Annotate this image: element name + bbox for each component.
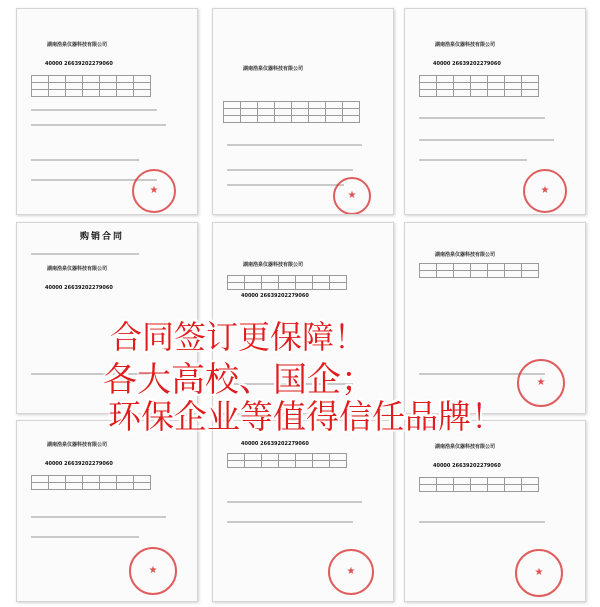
company-name: 湖南浩泉仪器科技有限公司 [243,262,304,268]
phone-number: 40000 26639202279060 [433,463,501,469]
company-name: 湖南浩泉仪器科技有限公司 [243,66,304,72]
company-name: 湖南浩泉仪器科技有限公司 [435,252,496,258]
contract-document [404,420,586,602]
red-seal-stamp [515,549,563,597]
contract-document [404,8,586,215]
phone-number: 40000 26639202279060 [241,293,309,299]
red-seal-stamp [129,547,177,595]
contract-document [212,420,394,602]
company-name: 湖南浩泉仪器科技有限公司 [435,444,496,450]
company-name: 湖南浩泉仪器科技有限公司 [47,42,108,48]
red-seal-stamp [333,177,371,215]
item-table [227,275,347,290]
contract-document [212,222,394,414]
item-table [419,75,539,97]
company-name: 湖南浩泉仪器科技有限公司 [47,442,108,448]
phone-number: 40000 26639202279060 [45,285,113,291]
item-table [223,101,360,123]
phone-number: 40000 26639202279060 [433,61,501,67]
phone-number: 40000 26639202279060 [45,461,113,467]
phone-number: 40000 26639202279060 [241,441,309,447]
company-name: 湖南浩泉仪器科技有限公司 [47,266,108,272]
red-seal-stamp [517,359,565,407]
item-table [31,475,151,490]
item-table [31,75,151,97]
contract-title: 购销合同 [80,232,125,242]
phone-number: 40000 26639202279060 [45,61,113,67]
contract-document [16,222,198,414]
company-name: 湖南浩泉仪器科技有限公司 [435,42,496,48]
item-table [419,477,539,492]
red-seal-stamp [523,169,567,213]
red-seal-stamp [328,549,374,595]
contract-document [16,420,198,602]
promo-line-2: 各大高校、国企； [103,360,375,400]
contract-document [16,8,198,215]
item-table [227,453,347,468]
contract-document [404,222,586,414]
contract-document [212,8,394,215]
item-table [419,263,539,278]
red-seal-stamp [132,169,176,213]
promo-line-1: 合同签订更保障！ [110,318,367,356]
promo-line-3: 环保企业等值得信任品牌！ [108,397,504,436]
